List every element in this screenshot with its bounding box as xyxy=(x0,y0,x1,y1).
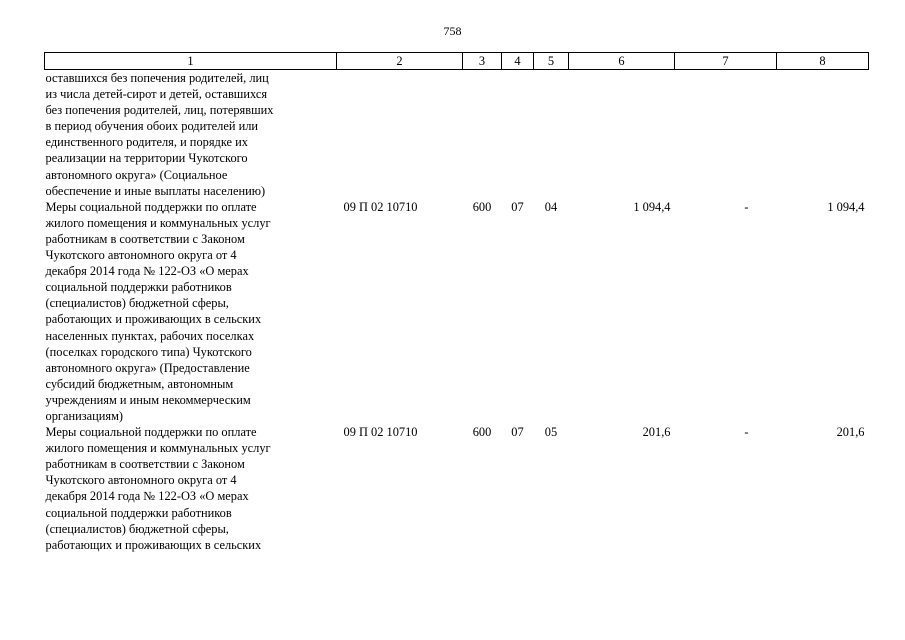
column-header-2: 2 xyxy=(337,53,463,70)
row-col8: 1 094,4 xyxy=(827,199,865,214)
column-header-8: 8 xyxy=(777,53,869,70)
row-code: 09 П 02 10710 xyxy=(343,425,418,440)
row-col3: 600 xyxy=(472,425,492,440)
row-col7: - xyxy=(744,199,749,214)
column-header-7: 7 xyxy=(675,53,777,70)
row-name: Меры социальной поддержки по оплате жилого помещения и коммунальных услуг работникам в соответствии с Законом Чукотского автономного округа от 4 декабря 2014 года № 122-ОЗ «О мерах социальной поддержки работников (специалистов) бюджетной сферы, работающих и проживающих в сельских xyxy=(45,425,271,552)
row-col8: 201,6 xyxy=(836,425,865,440)
table-row xyxy=(45,70,869,199)
table-row xyxy=(45,424,869,553)
row-code xyxy=(337,70,463,199)
row-col4: 07 xyxy=(511,425,524,440)
row-col4 xyxy=(502,70,534,199)
column-header-4: 4 xyxy=(502,53,534,70)
row-col4: 07 xyxy=(511,199,524,214)
row-col6: 201,6 xyxy=(642,425,671,440)
page-number: 758 xyxy=(443,24,462,38)
row-col5 xyxy=(534,70,569,199)
row-name: Меры социальной поддержки по оплате жилого помещения и коммунальных услуг работникам в соответствии с Законом Чукотского автономного округа от 4 декабря 2014 года № 122-ОЗ «О мерах социальной поддержки работников (специалистов) бюджетной сферы, работающих и проживающих в сельских населенных пунктах, рабочих поселках (поселках городского типа) Чукотского автономного округа» (Предоставление субсидий бюджетным, автономным учреждениям и иным некоммерческим организациям) xyxy=(45,199,271,423)
column-header-3: 3 xyxy=(463,53,502,70)
table-body xyxy=(45,70,869,553)
table-row xyxy=(45,199,869,424)
row-col7: - xyxy=(744,425,749,440)
row-col8 xyxy=(777,70,869,199)
column-header-1: 1 xyxy=(45,53,337,70)
row-col3: 600 xyxy=(472,199,492,214)
column-header-6: 6 xyxy=(569,53,675,70)
column-header-5: 5 xyxy=(534,53,569,70)
row-name: оставшихся без попечения родителей, лиц из числа детей-сирот и детей, оставшихся без попечения родителей, лиц, потерявших в период обучения обоих родителей или единственного родителя, и порядке их реализации на территории Чукотского автономного округа» (Социальное обеспечение и иные выплаты населению) xyxy=(45,71,274,198)
table-header xyxy=(45,53,869,70)
header-row xyxy=(45,53,869,70)
row-col6: 1 094,4 xyxy=(633,199,671,214)
row-col5: 04 xyxy=(544,199,558,214)
row-col7 xyxy=(675,70,777,199)
budget-table xyxy=(44,52,869,553)
row-col5: 05 xyxy=(544,425,558,440)
row-code: 09 П 02 10710 xyxy=(343,199,418,214)
row-col6 xyxy=(569,70,675,199)
row-col3 xyxy=(463,70,502,199)
